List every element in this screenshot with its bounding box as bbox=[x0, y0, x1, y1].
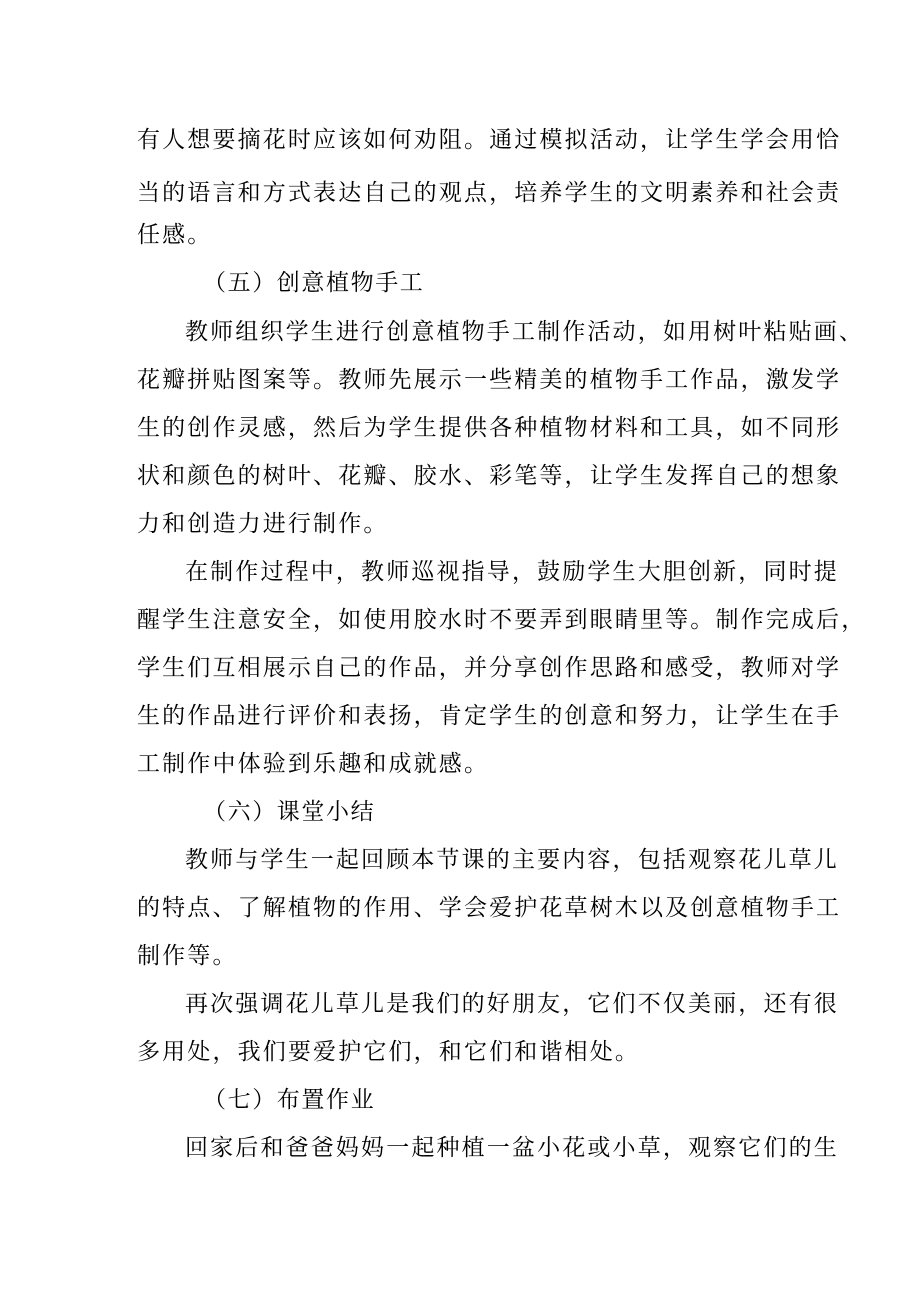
paragraph-line: 醒学生注意安全，如使用胶水时不要弄到眼睛里等。制作完成后， bbox=[137, 607, 867, 633]
paragraph-line: 再次强调花儿草儿是我们的好朋友，它们不仅美丽，还有很 bbox=[185, 991, 839, 1017]
section-heading: （六）课堂小结 bbox=[203, 799, 376, 825]
paragraph-line: 当的语言和方式表达自己的观点，培养学生的文明素养和社会责 bbox=[137, 180, 842, 206]
paragraph-line: 的特点、了解植物的作用、学会爱护花草树木以及创意植物手工 bbox=[137, 895, 842, 921]
paragraph-line: 制作等。 bbox=[137, 943, 238, 969]
paragraph-line: 工制作中体验到乐趣和成就感。 bbox=[137, 751, 490, 777]
paragraph-line: 学生们互相展示自己的作品，并分享创作思路和感受，教师对学 bbox=[137, 655, 842, 681]
paragraph-line: 生的作品进行评价和表扬，肯定学生的创意和努力，让学生在手 bbox=[137, 703, 842, 729]
paragraph-line: 生的创作灵感，然后为学生提供各种植物材料和工具，如不同形 bbox=[137, 415, 842, 441]
paragraph-line: 在制作过程中，教师巡视指导，鼓励学生大胆创新，同时提 bbox=[185, 559, 839, 585]
paragraph-line: 有人想要摘花时应该如何劝阻。通过模拟活动，让学生学会用恰 bbox=[137, 127, 842, 153]
paragraph-line: 回家后和爸爸妈妈一起种植一盆小花或小草，观察它们的生 bbox=[185, 1135, 839, 1161]
paragraph-line: 状和颜色的树叶、花瓣、胶水、彩笔等，让学生发挥自己的想象 bbox=[137, 463, 842, 489]
paragraph-line: 任感。 bbox=[137, 222, 213, 248]
paragraph-line: 多用处，我们要爱护它们，和它们和谐相处。 bbox=[137, 1039, 640, 1065]
paragraph-line: 教师与学生一起回顾本节课的主要内容，包括观察花儿草儿 bbox=[185, 847, 839, 873]
section-heading: （五）创意植物手工 bbox=[203, 270, 425, 296]
section-heading: （七）布置作业 bbox=[203, 1087, 376, 1113]
paragraph-line: 教师组织学生进行创意植物手工制作活动，如用树叶粘贴画、 bbox=[185, 319, 865, 345]
paragraph-line: 花瓣拼贴图案等。教师先展示一些精美的植物手工作品，激发学 bbox=[137, 367, 842, 393]
paragraph-line: 力和创造力进行制作。 bbox=[137, 511, 389, 537]
